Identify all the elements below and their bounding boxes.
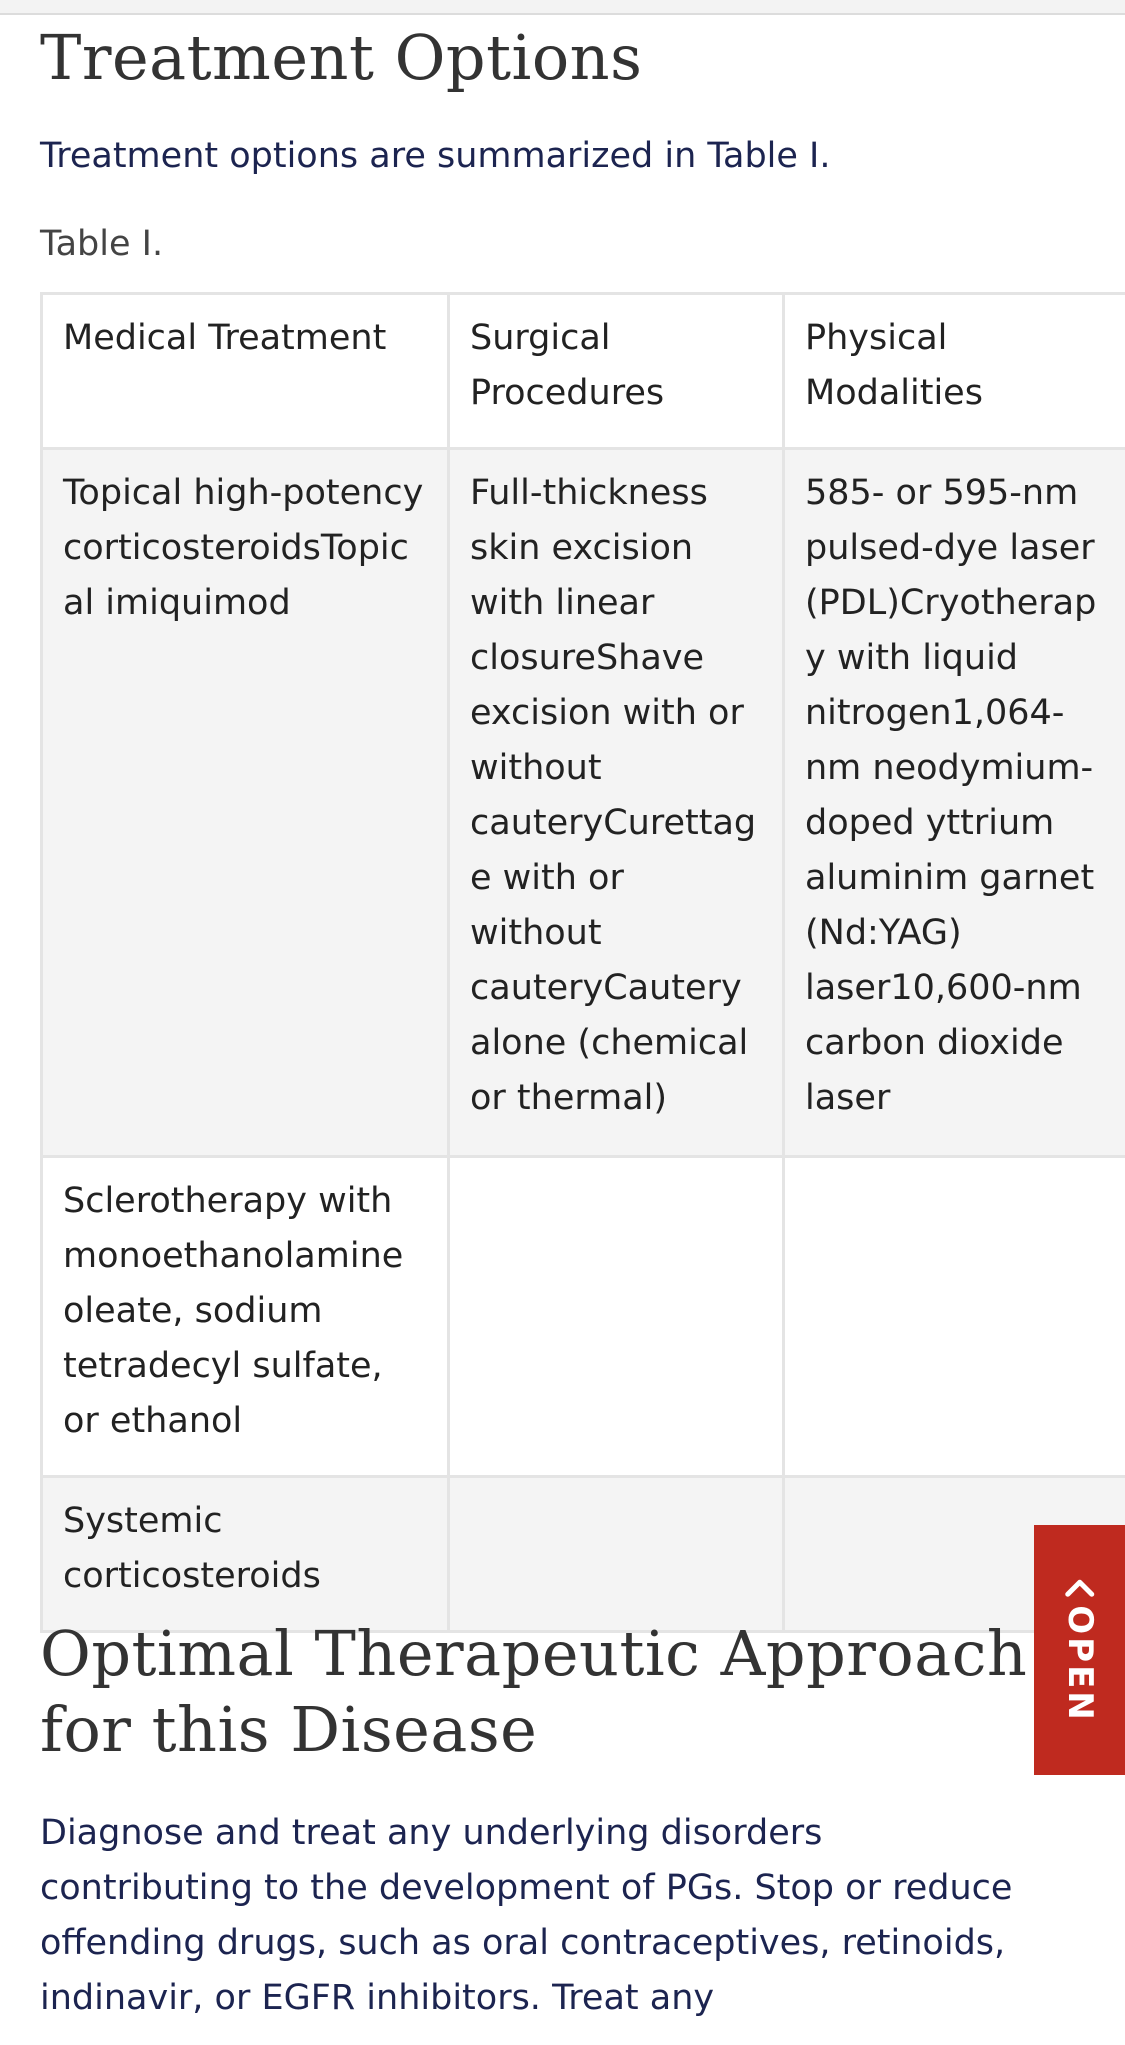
table-cell [784,1157,1125,1477]
table-cell [449,1477,784,1632]
table-row [42,1477,1125,1632]
section-heading-treatment-options: Treatment Options [40,21,643,94]
optimal-approach-text: Diagnose and treat any underlying disorders contributing to the development of PGs. Stop or reduce offending drugs, such as oral contraceptives, retinoids, indinavir, or EGFR inhibitors. Treat any [40,1813,1013,2018]
header-surgical-procedures: Surgical Procedures [449,294,784,449]
table-cell: Systemic corticosteroids [42,1477,449,1632]
open-tab-label: OPEN [1059,1605,1100,1723]
table-cell: Full-thickness skin excision with linear closureShave excision with or without cauteryCurettage with or without cauteryCautery alone (chemical or thermal) [449,449,784,1157]
header-physical-modalities: Physical Modalities [784,294,1125,449]
table-cell: Sclerotherapy with monoethanolamine oleate, sodium tetradecyl sulfate, or ethanol [42,1157,449,1477]
table-header-row [42,294,1125,449]
chevron-left-icon [1065,1577,1095,1599]
table-row [42,449,1125,1157]
open-panel-tab[interactable] [1034,1525,1125,1775]
table-cell [449,1157,784,1477]
table-caption: Table I. [40,224,164,264]
top-border [0,0,1125,15]
treatment-intro-text: Treatment options are summarized in Table I. [40,136,831,176]
table-row [42,1157,1125,1477]
treatment-table [40,292,1125,1633]
section-heading-optimal-approach: Optimal Therapeutic Approach for this Disease [40,1617,1028,1766]
header-medical-treatment: Medical Treatment [42,294,449,449]
table-cell: Topical high-potency corticosteroidsTopical imiquimod [42,449,449,1157]
table-cell: 585- or 595-nm pulsed-dye laser (PDL)Cryotherapy with liquid nitrogen1,064-nm neodymium-doped yttrium aluminim garnet (Nd:YAG) laser10,600-nm carbon dioxide laser [784,449,1125,1157]
